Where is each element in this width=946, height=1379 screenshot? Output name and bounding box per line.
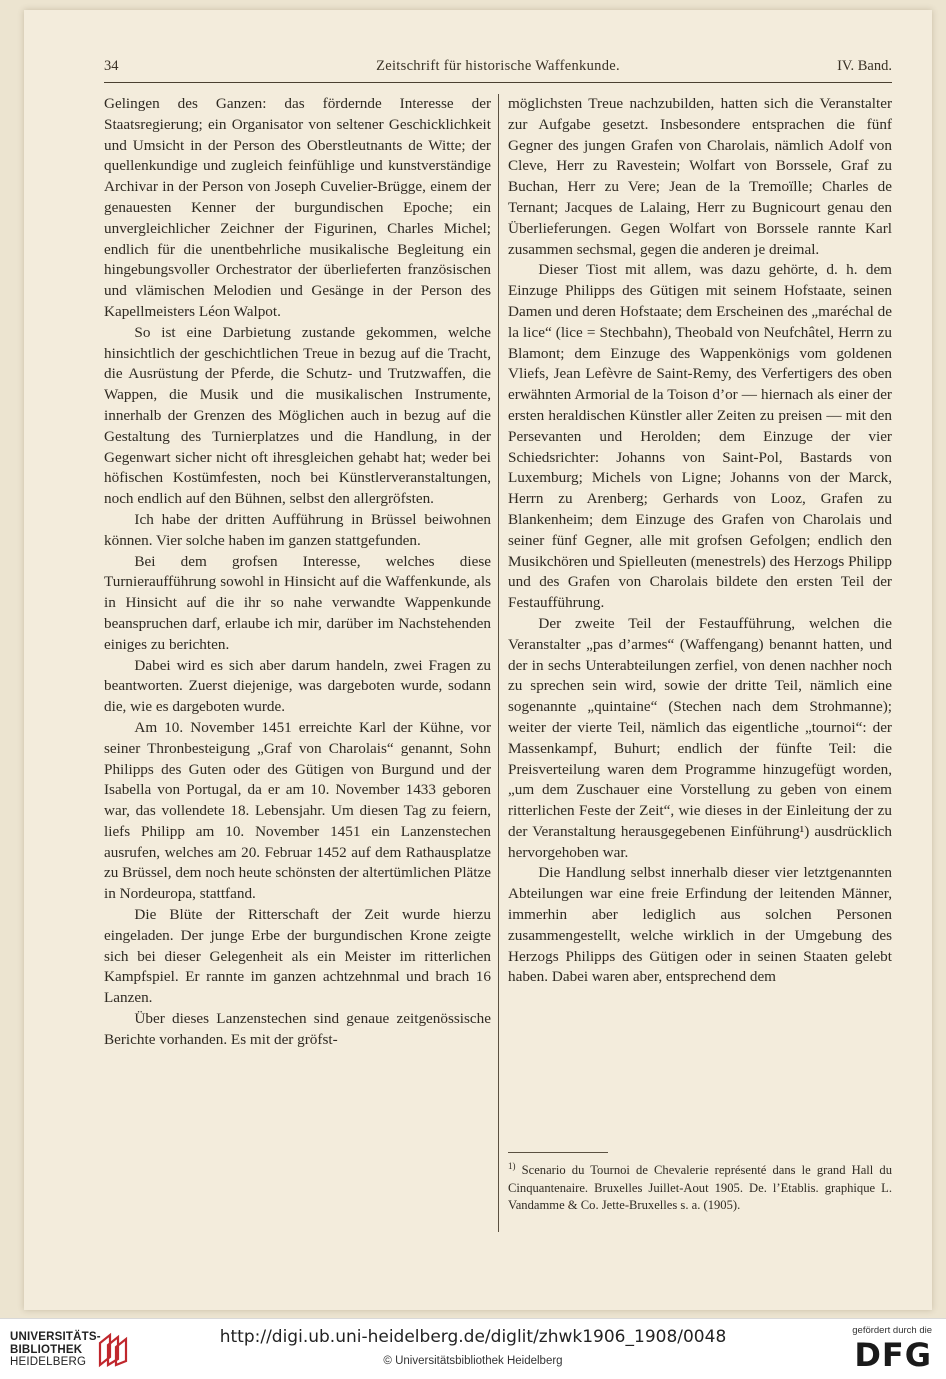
viewer-footer <box>0 1318 946 1379</box>
funder-label: gefördert durch die <box>852 1325 932 1336</box>
dfg-logo[interactable]: DFG <box>854 1336 932 1374</box>
paragraph: Ich habe der dritten Aufführung in Brüssel beiwohnen können. Vier solche haben im ganzen stattgefunden. <box>104 510 491 549</box>
footnote <box>508 1158 892 1215</box>
footnote-text: Scenario du Tournoi de Chevalerie représenté dans le grand Hall du Cinquantenaire. Bruxelles Juillet-Aout 1905. De. l’Etablis. graphique L. Vandamme & Co. Jette-Bruxelles s. a. (1905). <box>508 1163 892 1213</box>
paragraph: So ist eine Darbietung zustande gekommen, welche hinsichtlich der geschichtlichen Treue in bezug auf die Tracht, die Ausrüstung der Pferde, die Schutz- und Trutzwaffen, die Wappen, die Musik und die musikalischen Instrumente, innerhalb der Grenzen des Möglichen auch in bezug auf die Gestaltung des Turnierplatzes und die Handlung, in der Gegenwart sicher nicht oft ihresgleichen gehabt hat; weder bei höfischen Kostümfesten, noch bei Künstlerveranstaltungen, noch endlich auf den Bühnen, selbst den allergröfsten. <box>104 323 491 508</box>
footnote-rule <box>508 1152 608 1153</box>
left-column <box>104 94 491 1051</box>
volume-label: IV. Band. <box>837 58 892 74</box>
header-rule <box>104 82 892 83</box>
library-name-line1: UNIVERSITÄTS- <box>10 1331 101 1343</box>
library-name-line3: HEIDELBERG <box>10 1356 87 1368</box>
paragraph: Bei dem grofsen Interesse, welches diese Turnieraufführung sowohl in Hinsicht auf die Waffenkunde, als in Hinsicht auf die ihr so nahe verwandte Wappenkunde beanspruchen darf, erlaube ich mir, darüber im Nachstehenden einiges zu berichten. <box>104 552 491 653</box>
paragraph: Die Blüte der Ritterschaft der Zeit wurde hierzu eingeladen. Der junge Erbe der burgundischen Krone zeigte sich bei dieser Gelegenheit als ein Meister im ritterlichen Kampfspiel. Er rannte im ganzen achtzehnmal und brach 16 Lanzen. <box>104 906 491 1007</box>
permalink-url[interactable]: http://digi.ub.uni-heidelberg.de/diglit/zhwk1906_1908/0048 <box>219 1327 727 1347</box>
running-header <box>104 58 892 82</box>
paragraph: Dabei wird es sich aber darum handeln, zwei Fragen zu beantworten. Zuerst diejenige, was dargeboten wurde, sodann die, wie es dargeboten wurde. <box>104 656 491 716</box>
library-name-line2: BIBLIOTHEK <box>10 1343 83 1356</box>
copyright-notice: © Universitätsbibliothek Heidelberg <box>383 1355 563 1367</box>
footnote-marker: 1) <box>508 1161 516 1171</box>
paragraph: Die Handlung selbst innerhalb dieser vier letztgenannten Abteilungen war eine freie Erfindung der leitenden Männer, immerhin aber lediglich aus solchen Personen zusammengestellt, welche wirklich in der Umgebung des Herzogs Philipps des Gütigen oder in seinen Staaten gelebt haben. Dabei waren aber, entsprechend dem <box>508 864 892 986</box>
paragraph: möglichsten Treue nachzubilden, hatten sich die Veranstalter zur Aufgabe gesetzt. Insbesondere entsprachen die fünf Gegner des jungen Grafen von Charolais, nämlich Adolf von Cleve, Herr zu Ravestein; Wolfart von Borssele, Graf zu Buchan, Herr zu Vere; Jean de la Tremoïlle; Charles de Ternant; Jacques de Lalaing, Herr zu Bugnicourt genau den Überlieferungen. Gegen Wolfart von Borssele rannte Karl zusammen sechsmal, gegen die anderen je dreimal. <box>508 95 892 258</box>
paragraph: Über dieses Lanzenstechen sind genaue zeitgenössische Berichte vorhanden. Es mit der gröfst- <box>104 1010 491 1048</box>
page-number: 34 <box>104 58 119 74</box>
journal-title: Zeitschrift für historische Waffenkunde. <box>376 58 620 74</box>
paragraph: Gelingen des Ganzen: das fördernde Interesse der Staatsregierung; ein Organisator von seltener Geschicklichkeit und Umsicht in der Person des Oberstleutnants de Witte; der quellenkundige und zugleich feinfühlige und kunstverständige Archivar in der Person von Joseph Cuvelier-Brügge, einem der genauesten Kenner der burgundischen Epoche; ein unvergleichlicher Zeichner der Figurinen, Charles Michel; endlich für die unentbehrliche musikalische Begleitung ein hingebungsvoller Orchestrator der überlieferten französischen und vlämischen Melodien und Gesänge in der Person des Kapellmeisters Léon Walpot. <box>104 95 491 320</box>
paragraph: Dieser Tiost mit allem, was dazu gehörte, d. h. dem Einzuge Philipps des Gütigen mit seinem Hofstaate, seinen Damen und deren Hofstaate; dem Erscheinen des „maréchal de la lice“ (lice = Stechbahn), Theobald von Neufchâtel, Herrn zu Blamont; dem Einzuge des Wappenkönigs vom goldenen Vliefs, Jean Lefèvre de Saint-Remy, des Verfertigers des oben erwähnten Armorial de la Toison d’or — hiernach als einer der ersten heraldischen Künstler aller Zeiten zu preisen — mit den Persevanten und Herolden; dem Einzuge der vier Schiedsrichter: Johanns von Saint-Pol, Bastards von Luxemburg; Michels von Ligne; Johanns von der Marck, Herrn zu Arenberg; Gerhards von Looz, Grafen zu Blankenheim; dem Einzuge des Grafen von Charolais und seiner fünf Gegner, alle mit grofsen Gefolgen; endlich den Musikchören und Spielleuten (menestrels) des Herzogs Philipp und des Grafen von Charolais bildete den ersten Teil der Festaufführung. <box>508 261 892 612</box>
paragraph: Am 10. November 1451 erreichte Karl der Kühne, vor seiner Thronbesteigung „Graf von Charolais“ genannt, Sohn Philipps des Guten oder des Gütigen von Burgund und der Isabella von Portugal, da er am 10. November 1433 geboren war, das vollendete 18. Lebensjahr. Um diesen Tag zu feiern, liefs Philipp am 10. November 1451 ein Lanzenstechen ausrufen, welches am 20. Februar 1452 auf dem Rathausplatze zu Brüssel, dem noch heute schönsten der altertümlichen Plätze in Nordeuropa, stattfand. <box>104 718 491 903</box>
column-divider <box>498 94 499 1232</box>
paragraph: Der zweite Teil der Festaufführung, welchen die Veranstalter „pas d’armes“ (Waffengang) benannt hatten, und der in sechs Unterabteilungen zerfiel, von denen nachher noch zu sprechen sein wird, sowie der dritte Teil, nämlich eine sogenannte „quintaine“ (Stechen nach dem Strohmanne); weiter der vierte Teil, nämlich das eigentliche „tournoi“: der Massenkampf, Buhurt; endlich der fünfte Teil: die Preisverteilung waren dem Programme hinzugefügt worden, „um dem Zuschauer eine Vorstellung zu geben von einem ritterlichen Feste der Zeit“, wie dieses in der Einleitung der zu der Veranstaltung herausgegebenen Einführung¹) ausdrücklich hervorgehoben war. <box>508 614 892 861</box>
right-column <box>508 94 892 988</box>
